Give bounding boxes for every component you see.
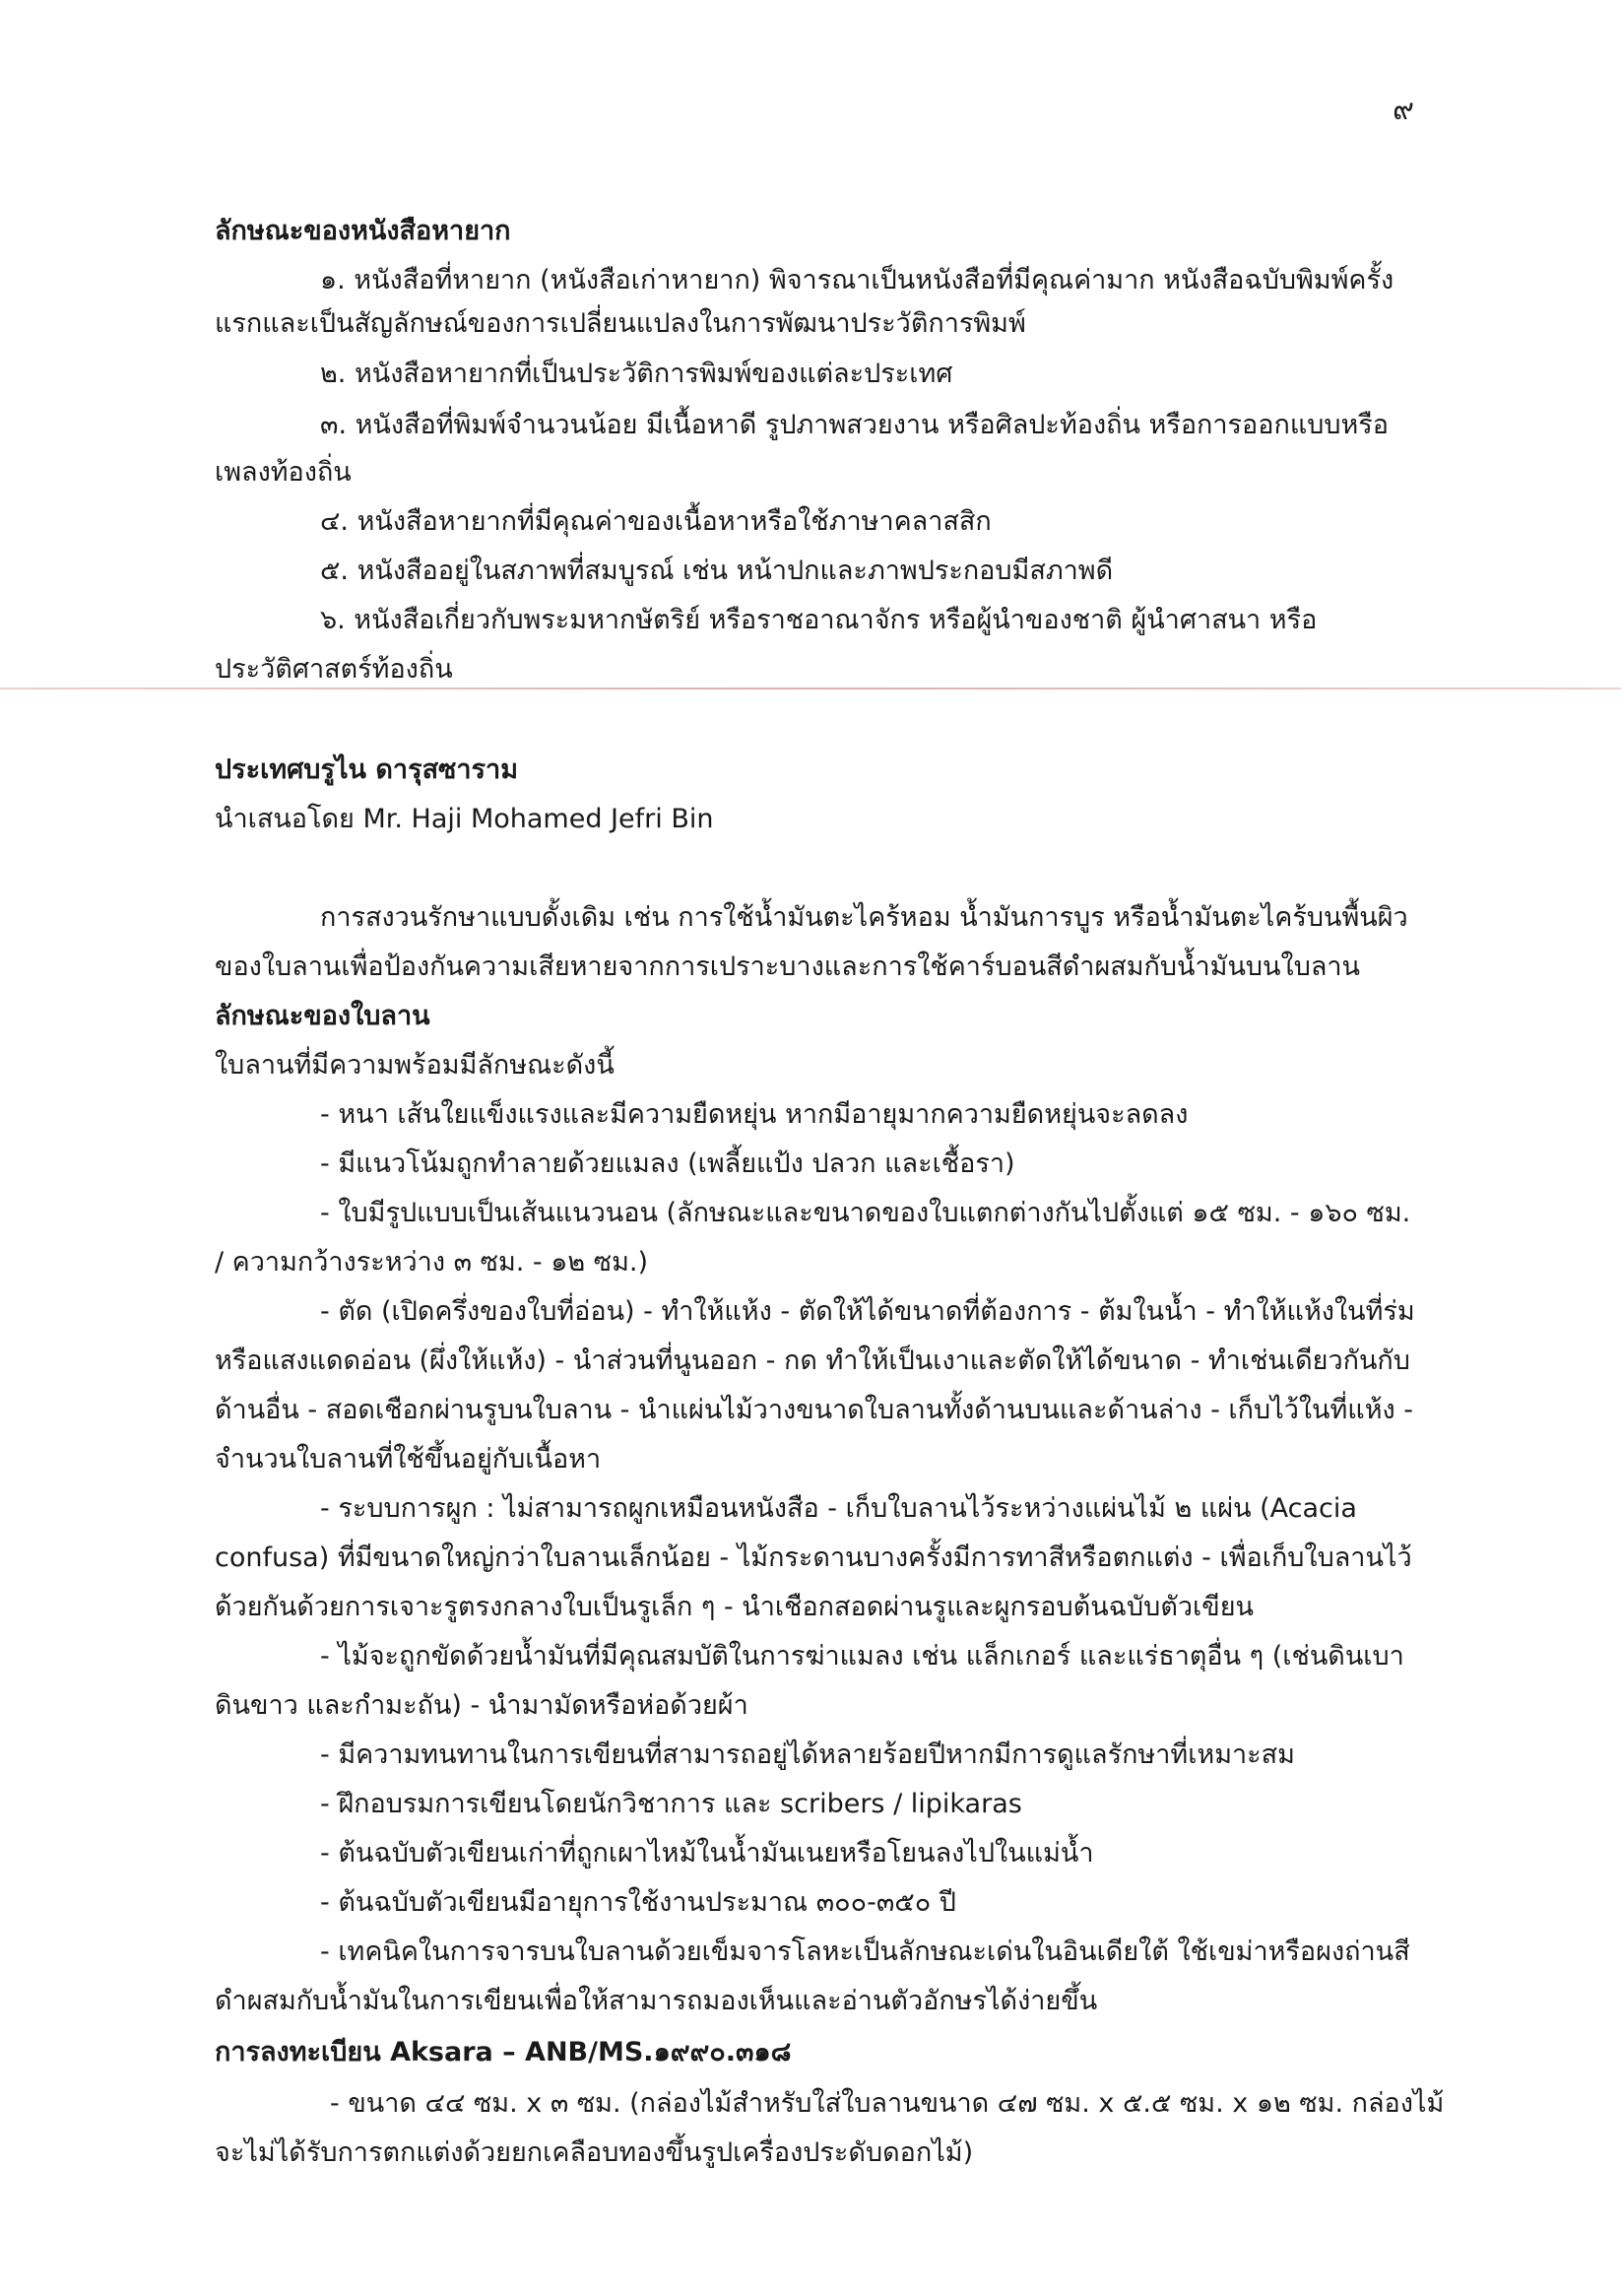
bullet-line: - หนา เส้นใยแข็งแรงและมีความยืดหยุ่น หากมีอายุมากความยืดหยุ่นจะลดลง xyxy=(320,1099,1189,1130)
bullet-line: - ระบบการผูก : ไม่สามารถผูกเหมือนหนังสือ - เก็บใบลานไว้ระหว่างแผ่นไม้ ๒ แผ่น (Acacia xyxy=(320,1493,1357,1524)
registration-heading: การลงทะเบียน Aksara – ANB/MS.๑๙๙๐.๓๑๘ xyxy=(215,2037,792,2067)
bullet-line: - ไม้จะถูกขัดด้วยน้ำมันที่มีคุณสมบัติในการฆ่าแมลง เช่น แล็กเกอร์ และแร่ธาตุอื่น ๆ (เช่นดินเบา xyxy=(320,1641,1404,1672)
bullet-line: - ตัด (เปิดครึ่งของใบที่อ่อน) - ทำให้แห้ง - ตัดให้ได้ขนาดที่ต้องการ - ต้มในน้ำ - ทำให้แห้งในที่ร่ม xyxy=(320,1296,1415,1327)
registration-line: จะไม่ได้รับการตกแต่งด้วยยกเคลือบทองขึ้นรูปเครื่องประดับดอกไม้) xyxy=(215,2137,974,2168)
section1-line: แรกและเป็นสัญลักษณ์ของการเปลี่ยนแปลงในการพัฒนาประวัติการพิมพ์ xyxy=(215,308,1026,339)
bullet-line: - ใบมีรูปแบบเป็นเส้นแนวนอน (ลักษณะและขนาดของใบแตกต่างกันไปตั้งแต่ ๑๕ ซม. - ๑๖๐ ซม. xyxy=(320,1198,1411,1228)
bullet-line: - ต้นฉบับตัวเขียนเก่าที่ถูกเผาไหม้ในน้ำมันเนยหรือโยนลงไปในแม่น้ำ xyxy=(320,1838,1094,1869)
bullet-line: ดินขาว และกำมะถัน) - นำมามัดหรือห่อด้วยผ้า xyxy=(215,1690,748,1721)
section1-line: เพลงท้องถิ่น xyxy=(215,457,352,488)
bullet-line: จำนวนใบลานที่ใช้ขึ้นอยู่กับเนื้อหา xyxy=(215,1444,602,1475)
section1-line: ๓. หนังสือที่พิมพ์จำนวนน้อย มีเนื้อหาดี รูปภาพสวยงาน หรือศิลปะท้องถิ่น หรือการออกแบบหรือ xyxy=(320,410,1390,440)
section1-heading: ลักษณะของหนังสือหายาก xyxy=(215,216,511,246)
intro-line: ของใบลานเพื่อป้องกันความเสียหายจากการเปราะบางและการใช้คาร์บอนสีดำผสมกับน้ำมันบนใบลาน xyxy=(215,951,1360,982)
bullet-line: - เทคนิคในการจารบนใบลานด้วยเข็มจารโลหะเป็นลักษณะเด่นในอินเดียใต้ ใช้เขม่าหรือผงถ่านสี xyxy=(320,1936,1410,1967)
bullet-line: / ความกว้างระหว่าง ๓ ซม. - ๑๒ ซม.) xyxy=(215,1247,649,1278)
bullet-line: - ต้นฉบับตัวเขียนมีอายุการใช้งานประมาณ ๓๐๐-๓๕๐ ปี xyxy=(320,1887,956,1918)
country-heading: ประเทศบรูไน ดารุสซาราม xyxy=(215,754,519,785)
section1-line: ๔. หนังสือหายากที่มีคุณค่าของเนื้อหาหรือใช้ภาษาคลาสสิก xyxy=(320,506,992,537)
palm-leaf-subintro: ใบลานที่มีความพร้อมมีลักษณะดังนี้ xyxy=(215,1050,615,1081)
page-number: ๙ xyxy=(1393,93,1414,127)
bullet-line: - มีความทนทานในการเขียนที่สามารถอยู่ได้หลายร้อยปีหากมีการดูแลรักษาที่เหมาะสม xyxy=(320,1739,1295,1770)
bullet-line: ด้านอื่น - สอดเชือกผ่านรูบนใบลาน - นำแผ่นไม้วางขนาดใบลานทั้งด้านบนและด้านล่าง - เก็บไว้ในที่แห้ง - xyxy=(215,1395,1414,1425)
presenter-line: นำเสนอโดย Mr. Haji Mohamed Jefri Bin xyxy=(215,804,714,834)
palm-leaf-subheading: ลักษณะของใบลาน xyxy=(215,1001,430,1031)
section1-line: ๖. หนังสือเกี่ยวกับพระมหากษัตริย์ หรือราชอาณาจักร หรือผู้นำของชาติ ผู้นำศาสนา หรือ xyxy=(320,605,1318,635)
bullet-line: confusa) ที่มีขนาดใหญ่กว่าใบลานเล็กน้อย - ไม้กระดานบางครั้งมีการทาสีหรือตกแต่ง - เพื่อเก็บใบลานไว้ xyxy=(215,1542,1412,1573)
bullet-line: หรือแสงแดดอ่อน (ผึ่งให้แห้ง) - นำส่วนที่นูนออก - กด ทำให้เป็นเงาและตัดให้ได้ขนาด - ทำเช่นเดียวกันกับ xyxy=(215,1345,1410,1376)
section1-line: ประวัติศาสตร์ท้องถิ่น xyxy=(215,654,453,685)
section1-line: ๕. หนังสืออยู่ในสภาพที่สมบูรณ์ เช่น หน้าปกและภาพประกอบมีสภาพดี xyxy=(320,556,1114,586)
scan-divider-line xyxy=(0,688,1621,689)
section1-line: ๑. หนังสือที่หายาก (หนังสือเก่าหายาก) พิจารณาเป็นหนังสือที่มีคุณค่ามาก หนังสือฉบับพิมพ์ครั้ง xyxy=(320,265,1394,295)
section1-line: ๒. หนังสือหายากที่เป็นประวัติการพิมพ์ของแต่ละประเทศ xyxy=(320,359,953,389)
intro-line: การสงวนรักษาแบบดั้งเดิม เช่น การใช้น้ำมันตะไคร้หอม น้ำมันการบูร หรือน้ำมันตะไคร้บนพื้นผิว xyxy=(320,902,1408,933)
bullet-line: - ฝึกอบรมการเขียนโดยนักวิชาการ และ scribers / lipikaras xyxy=(320,1789,1022,1819)
bullet-line: ดำผสมกับน้ำมันในการเขียนเพื่อให้สามารถมองเห็นและอ่านตัวอักษรได้ง่ายขึ้น xyxy=(215,1986,1098,2016)
bullet-line: ด้วยกันด้วยการเจาะรูตรงกลางใบเป็นรูเล็ก ๆ - นำเชือกสอดผ่านรูและผูกรอบต้นฉบับตัวเขียน xyxy=(215,1592,1254,1622)
registration-line: - ขนาด ๔๔ ซม. x ๓ ซม. (กล่องไม้สำหรับใส่ใบลานขนาด ๔๗ ซม. x ๕.๕ ซม. x ๑๒ ซม. กล่องไม้ xyxy=(330,2088,1445,2119)
bullet-line: - มีแนวโน้มถูกทำลายด้วยแมลง (เพลี้ยแป้ง ปลวก และเชื้อรา) xyxy=(320,1148,1015,1179)
